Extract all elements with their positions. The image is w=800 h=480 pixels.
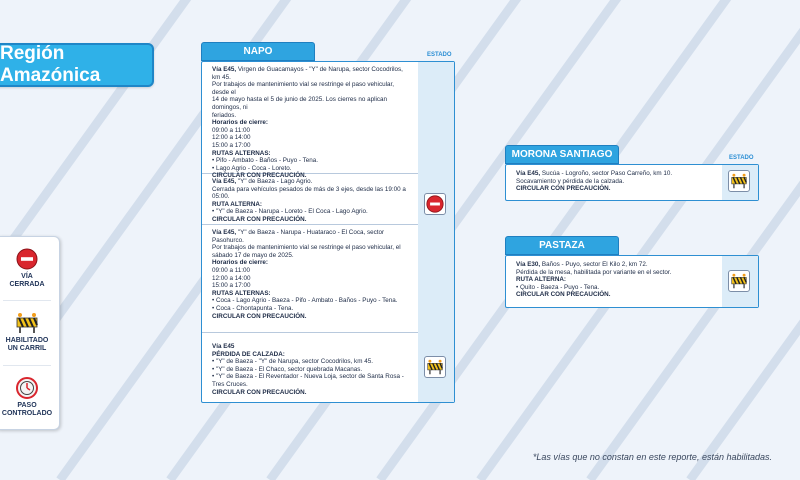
entry-line: Vía E30, Baños - Puyo, sector El Kilo 2, km 72.: [516, 261, 648, 268]
entry-line: Vía E45, Virgen de Guacamayos - "Y" de Narupa, sector Cocodrilos, km 45.: [212, 66, 403, 81]
napo-entry-3: [202, 225, 418, 333]
entry-line: • Coca - Chontapunta - Tena.: [212, 304, 294, 312]
entry-line: Pérdida de la mesa, habilitada por variante en el sector.: [516, 268, 672, 276]
napo-entry-2: [202, 174, 418, 225]
napo-entry-4: [202, 333, 418, 404]
legend-label-one-lane: HABILITADO UN CARRIL: [5, 337, 49, 353]
entry-line: PÉRDIDA DE CALZADA:: [212, 350, 285, 358]
morona-entry-1: [506, 165, 722, 201]
entry-line: • "Y" de Baeza - "Y" de Narupa, sector Cocodrilos, km 45.: [212, 358, 373, 366]
region-title: Región Amazónica: [0, 43, 154, 87]
entry-line: CIRCULAR CON PRECAUCIÓN.: [212, 312, 307, 320]
one-lane-barrier-icon: [728, 170, 750, 192]
entry-line: • Quito - Baeza - Puyo - Tena.: [516, 283, 600, 291]
one-lane-barrier-icon: [424, 356, 446, 378]
entry-line: • Pifo - Ambato - Baños - Puyo - Tena.: [212, 157, 319, 165]
entry-line: Por trabajos de mantenimiento vial se restringe el paso vehicular, desde el: [212, 81, 395, 96]
entry-line: • "Y" de Baeza - El Reventador - Nueva Loja, sector de Santa Rosa - Tres Cruces.: [212, 373, 404, 388]
estado-label-napo: ESTADO: [427, 52, 452, 58]
entry-line: • Coca - Lago Agrio - Baeza - Pifo - Ambato - Baños - Puyo - Tena.: [212, 297, 398, 305]
estado-label-morona: ESTADO: [729, 155, 754, 161]
entry-line: 12:00 a 14:00: [212, 274, 251, 282]
tab-napo: NAPO: [201, 42, 315, 61]
entry-line: • "Y" de Baeza - Narupa - Loreto - El Coca - Lago Agrio.: [212, 208, 368, 216]
legend-label-closed: VÍA CERRADA: [9, 273, 45, 289]
legend-label-controlled: PASO CONTROLADO: [1, 401, 53, 417]
legend-item-one-lane: [3, 301, 51, 365]
legend-panel: [0, 236, 60, 430]
entry-line: CIRCULAR CON PRECAUCIÓN.: [212, 388, 307, 396]
napo-panel: [201, 61, 455, 403]
entry-line: Socavamiento y pérdida de la calzada.: [516, 177, 625, 185]
tab-pastaza: PASTAZA: [505, 236, 619, 255]
pastaza-entry-1: [506, 256, 722, 308]
entry-line: Vía E45, "Y" de Baeza - Lago Agrio.: [212, 178, 313, 185]
entry-line: 15:00 a 17:00: [212, 282, 251, 290]
entry-line: CIRCULAR CON PRECAUCIÓN.: [516, 291, 611, 299]
legend-item-closed: [3, 237, 51, 301]
entry-line: 14 de mayo hasta el 5 de junio de 2025. Los cierres no aplican domingos, ni: [212, 96, 388, 111]
footnote: *Las vías que no constan en este reporte, están habilitadas.: [532, 452, 772, 462]
status-column: [418, 62, 454, 402]
entry-line: 12:00 a 14:00: [212, 134, 251, 142]
entry-line: Vía E45, Sucúa - Logroño, sector Paso Carreño, km 10.: [516, 170, 673, 177]
legend-item-controlled: [3, 366, 51, 429]
entry-line: Por trabajos de mantenimiento vial se restringe el paso vehicular, el: [212, 244, 401, 252]
entry-line: 09:00 a 11:00: [212, 266, 251, 274]
entry-line: RUTA ALTERNA:: [516, 276, 567, 284]
entry-line: 15:00 a 17:00: [212, 141, 251, 149]
tab-morona-santiago: MORONA SANTIAGO: [505, 145, 619, 164]
entry-line: • Lago Agrio - Coca - Loreto.: [212, 164, 292, 172]
entry-line: CIRCULAR CON PRECAUCIÓN.: [212, 172, 307, 180]
entry-line: Horarios de cierre:: [212, 259, 268, 267]
pastaza-panel: [505, 255, 759, 308]
entry-line: CIRCULAR CON PRECAUCIÓN.: [516, 185, 611, 193]
entry-line: • "Y" de Baeza - El Chaco, sector quebrada Macanas.: [212, 365, 363, 373]
entry-line: CIRCULAR CON PRECAUCIÓN.: [212, 215, 307, 223]
morona-santiago-panel: [505, 164, 759, 201]
entry-line: Vía E45: [212, 343, 235, 350]
entry-line: Vía E45, "Y" de Baeza - Narupa - Huataraco - El Coca, sector Pasohurco.: [212, 229, 385, 244]
entry-line: feriados.: [212, 111, 237, 119]
road-closed-icon: [16, 248, 38, 270]
entry-line: Cerrada para vehículos pesados de más de 3 ejes, desde las 19:00 a 05:00.: [212, 185, 406, 201]
road-closed-icon: [424, 193, 446, 215]
entry-line: 09:00 a 11:00: [212, 126, 251, 134]
napo-entry-1: [202, 62, 418, 180]
entry-line: RUTAS ALTERNAS:: [212, 289, 271, 297]
entry-line: RUTAS ALTERNAS:: [212, 149, 271, 157]
one-lane-barrier-icon: [15, 312, 39, 334]
entry-line: Horarios de cierre:: [212, 119, 268, 127]
one-lane-barrier-icon: [728, 270, 750, 292]
entry-line: RUTA ALTERNA:: [212, 200, 263, 208]
entry-line: sábado 17 de mayo de 2025.: [212, 251, 294, 259]
controlled-passage-icon: [16, 377, 38, 399]
